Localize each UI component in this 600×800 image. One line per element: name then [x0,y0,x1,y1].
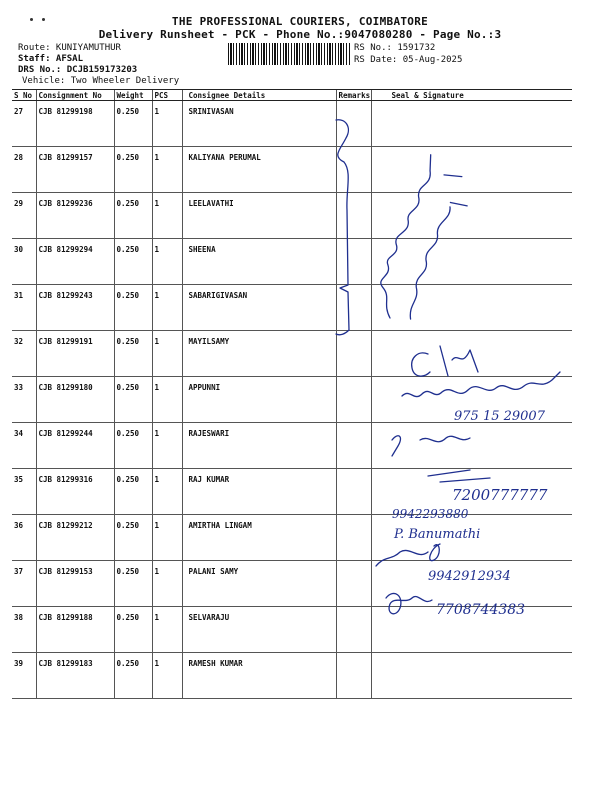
cell-sno: 35 [12,469,36,515]
cell-consignee: SABARIGIVASAN [182,285,336,331]
cell-consignee: RAJESWARI [182,423,336,469]
cell-pcs: 1 [152,147,182,193]
cell-pcs: 1 [152,561,182,607]
cell-weight: 0.250 [114,101,152,147]
route-text: Route: KUNIYAMUTHUR [18,43,121,53]
cell-consignment-no: CJB 81299198 [36,101,114,147]
cell-weight: 0.250 [114,331,152,377]
cell-signature [371,515,572,561]
table-row [12,515,572,561]
cell-sno: 39 [12,653,36,699]
cell-consignment-no: CJB 81299316 [36,469,114,515]
cell-sno: 29 [12,193,36,239]
col-weight-header: Weight [114,90,152,101]
cell-consignee: SHEENA [182,239,336,285]
cell-consignment-no: CJB 81299244 [36,423,114,469]
cell-signature [371,653,572,699]
cell-consignee: PALANI SAMY [182,561,336,607]
cell-pcs: 1 [152,607,182,653]
cell-consignment-no: CJB 81299157 [36,147,114,193]
cell-signature [371,469,572,515]
cell-weight: 0.250 [114,653,152,699]
cell-sno: 28 [12,147,36,193]
col-sno-header: S No [12,90,36,101]
cell-weight: 0.250 [114,561,152,607]
vehicle-text: Vehicle: Two Wheeler Delivery [22,76,180,86]
cell-consignment-no: CJB 81299188 [36,607,114,653]
cell-consignment-no: CJB 81299153 [36,561,114,607]
cell-remarks [336,285,371,331]
cell-pcs: 1 [152,285,182,331]
cell-remarks [336,653,371,699]
cell-consignee: AMIRTHA LINGAM [182,515,336,561]
cell-sno: 30 [12,239,36,285]
cell-remarks [336,239,371,285]
table-row [12,423,572,469]
cell-sno: 31 [12,285,36,331]
cell-pcs: 1 [152,239,182,285]
cell-signature [371,147,572,193]
cell-consignee: APPUNNI [182,377,336,423]
table-row [12,377,572,423]
runsheet-subtitle: Delivery Runsheet - PCK - Phone No.:9047080280 - Page No.:3 [98,28,502,41]
runsheet-table [12,89,572,699]
cell-consignment-no: CJB 81299180 [36,377,114,423]
cell-remarks [336,193,371,239]
table-header-row [12,90,572,101]
cell-pcs: 1 [152,101,182,147]
cell-sno: 33 [12,377,36,423]
cell-consignee: SELVARAJU [182,607,336,653]
cell-consignee: RAMESH KUMAR [182,653,336,699]
cell-remarks [336,607,371,653]
cell-consignment-no: CJB 81299191 [36,331,114,377]
cell-pcs: 1 [152,653,182,699]
cell-signature [371,193,572,239]
cell-remarks [336,469,371,515]
cell-weight: 0.250 [114,377,152,423]
col-consignee-header: Consignee Details [182,90,336,101]
cell-pcs: 1 [152,377,182,423]
cell-weight: 0.250 [114,515,152,561]
cell-consignment-no: CJB 81299294 [36,239,114,285]
table-row [12,239,572,285]
cell-consignee: LEELAVATHI [182,193,336,239]
cell-consignee: RAJ KUMAR [182,469,336,515]
barcode-image [228,43,350,65]
handwritten-phone-3: 9942293880 [392,507,469,521]
col-remarks-header: Remarks [336,90,371,101]
cell-remarks [336,101,371,147]
cell-sno: 36 [12,515,36,561]
cell-signature [371,607,572,653]
cell-sno: 38 [12,607,36,653]
handwritten-phone-1: 975 15 29007 [454,409,545,424]
cell-signature [371,377,572,423]
table-row [12,561,572,607]
cell-weight: 0.250 [114,193,152,239]
cell-consignment-no: CJB 81299212 [36,515,114,561]
cell-remarks [336,377,371,423]
cell-signature [371,561,572,607]
cell-signature [371,285,572,331]
table-row [12,285,572,331]
table-row [12,147,572,193]
table-row [12,653,572,699]
cell-weight: 0.250 [114,423,152,469]
cell-consignee: KALIYANA PERUMAL [182,147,336,193]
rs-date: RS Date: 05-Aug-2025 [354,55,463,65]
col-pcs-header: PCS [152,90,182,101]
cell-pcs: 1 [152,193,182,239]
handwritten-phone-5: 7708744383 [436,602,526,618]
table-row [12,101,572,147]
col-consignment-header: Consignment No [36,90,114,101]
drs-number: DRS No.: DCJB159173203 [18,65,138,75]
cell-pcs: 1 [152,515,182,561]
cell-consignment-no: CJB 81299243 [36,285,114,331]
table-row [12,607,572,653]
col-signature-header: Seal & Signature [371,90,572,101]
cell-remarks [336,561,371,607]
cell-remarks [336,331,371,377]
table-row [12,469,572,515]
cell-remarks [336,423,371,469]
cell-weight: 0.250 [114,147,152,193]
cell-pcs: 1 [152,469,182,515]
cell-sno: 27 [12,101,36,147]
company-title: THE PROFESSIONAL COURIERS, COIMBATORE [171,15,429,28]
cell-remarks [336,515,371,561]
cell-weight: 0.250 [114,469,152,515]
handwritten-phone-2: 7200777777 [452,486,548,504]
table-row [12,193,572,239]
handwritten-phone-4: 9942912934 [428,569,511,584]
cell-sno: 37 [12,561,36,607]
cell-remarks [336,147,371,193]
handwritten-name-1: P. Banumathi [394,527,481,542]
table-row [12,331,572,377]
cell-signature [371,101,572,147]
cell-weight: 0.250 [114,285,152,331]
cell-consignee: MAYILSAMY [182,331,336,377]
cell-consignment-no: CJB 81299236 [36,193,114,239]
cell-signature [371,239,572,285]
cell-signature [371,423,572,469]
cell-sno: 32 [12,331,36,377]
rs-number: RS No.: 1591732 [354,43,436,53]
cell-signature [371,331,572,377]
cell-consignee: SRINIVASAN [182,101,336,147]
cell-sno: 34 [12,423,36,469]
cell-pcs: 1 [152,331,182,377]
cell-consignment-no: CJB 81299183 [36,653,114,699]
cell-weight: 0.250 [114,607,152,653]
cell-pcs: 1 [152,423,182,469]
staff-text: Staff: AFSAL [18,54,84,64]
cell-weight: 0.250 [114,239,152,285]
